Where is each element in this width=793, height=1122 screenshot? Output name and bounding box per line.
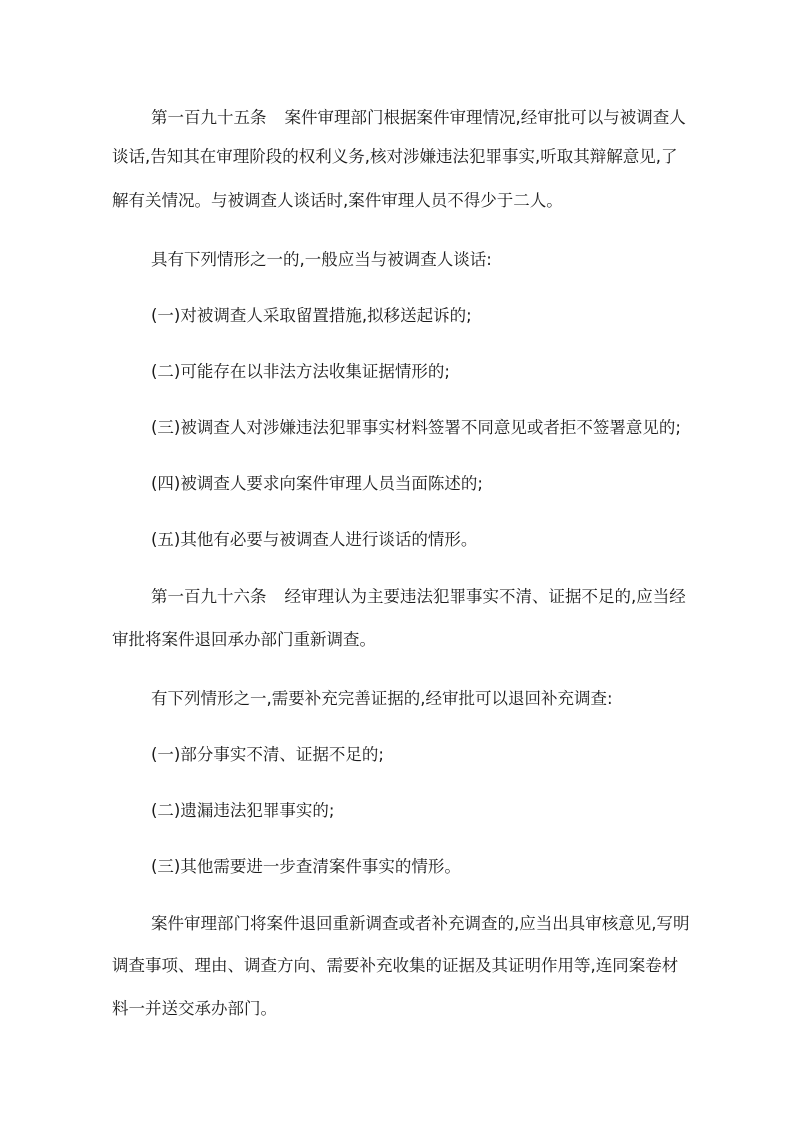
paragraph-article-196-line-2: 审批将案件退回承办部门重新调查。 <box>112 630 376 649</box>
list-item-supplement-3: (三)其他需要进一步查清案件事实的情形。 <box>151 857 461 876</box>
list-item-supplement-2: (二)遗漏违法犯罪事实的; <box>151 801 335 820</box>
paragraph-article-195-line-3: 解有关情况。与被调查人谈话时,案件审理人员不得少于二人。 <box>112 191 563 210</box>
paragraph-article-196-line-1 <box>151 586 686 608</box>
paragraph-supplement-intro: 有下列情形之一,需要补充完善证据的,经审批可以退回补充调查: <box>151 689 613 708</box>
paragraph-return-line-3: 料一并送交承办部门。 <box>112 999 277 1018</box>
list-item-3: (三)被调查人对涉嫌违法犯罪事实材料签署不同意见或者拒不签署意见的; <box>151 418 681 437</box>
list-item-5: (五)其他有必要与被调查人进行谈话的情形。 <box>151 530 478 549</box>
paragraph-return-line-1: 案件审理部门将案件退回重新调查或者补充调查的,应当出具审核意见,写明 <box>151 914 690 933</box>
list-item-4: (四)被调查人要求向案件审理人员当面陈述的; <box>151 474 483 493</box>
article-number: 第一百九十五条 <box>151 108 267 127</box>
paragraph-conditions-intro: 具有下列情形之一的,一般应当与被调查人谈话: <box>151 250 492 269</box>
paragraph-article-195-line-2: 谈话,告知其在审理阶段的权利义务,核对涉嫌违法犯罪事实,听取其辩解意见,了 <box>112 147 678 166</box>
text-line: 案件审理部门根据案件审理情况,经审批可以与被调查人 <box>284 108 686 127</box>
list-item-supplement-1: (一)部分事实不清、证据不足的; <box>151 745 384 764</box>
article-number: 第一百九十六条 <box>151 587 267 606</box>
list-item-2: (二)可能存在以非法方法收集证据情形的; <box>151 362 450 381</box>
paragraph-return-line-2: 调查事项、理由、调查方向、需要补充收集的证据及其证明作用等,连同案卷材 <box>112 956 679 975</box>
text-line: 经审理认为主要违法犯罪事实不清、证据不足的,应当经 <box>284 587 686 606</box>
paragraph-article-195-line-1 <box>151 107 686 129</box>
list-item-1: (一)对被调查人采取留置措施,拟移送起诉的; <box>151 306 472 325</box>
